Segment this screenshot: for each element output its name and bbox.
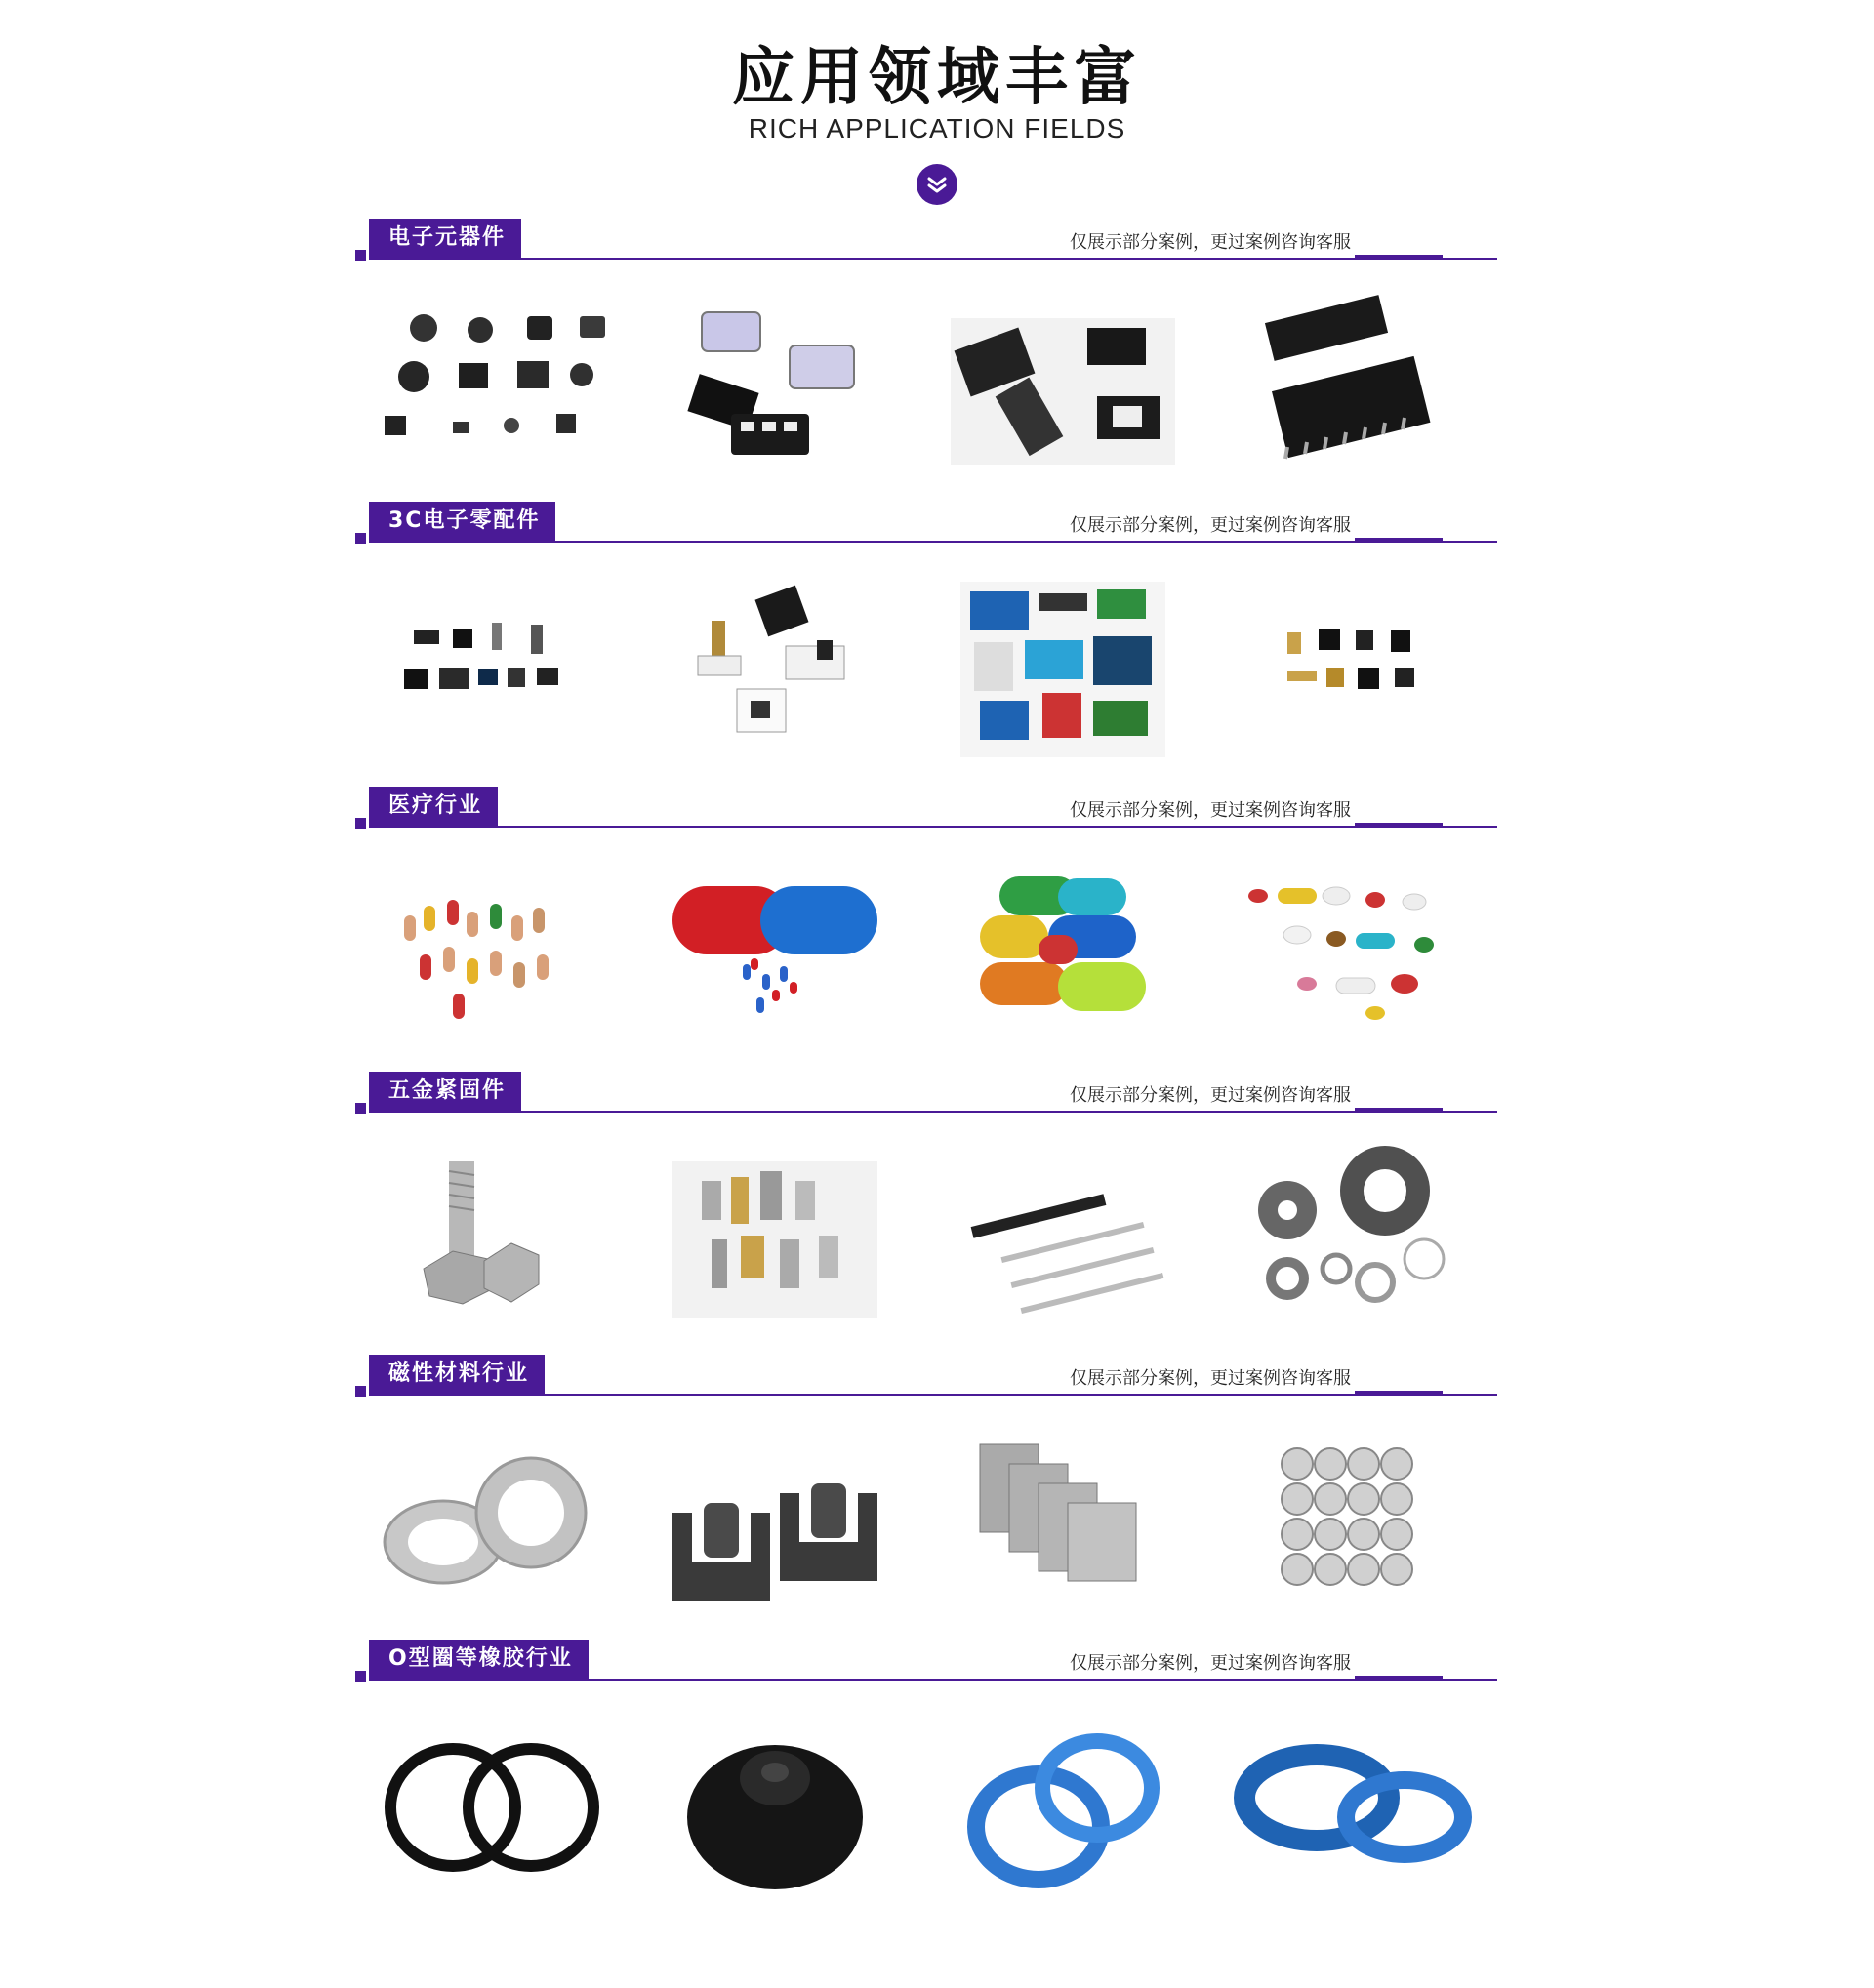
section-note: 仅展示部分案例，更过案例咨询客服 <box>1070 800 1351 821</box>
smd-inductor-icon <box>365 289 609 484</box>
section-title: 3C电子零配件 <box>369 502 555 541</box>
section-marker <box>355 1386 366 1397</box>
big-capsule-icon <box>653 857 897 1052</box>
connector-parts-icon <box>365 572 609 767</box>
section-note: 仅展示部分案例，更过案例咨询客服 <box>1070 1653 1351 1674</box>
section-note: 仅展示部分案例，更过案例咨询客服 <box>1070 515 1351 536</box>
section-divider <box>369 1111 1497 1113</box>
section-header <box>355 1355 1497 1398</box>
blue-seal-ring-icon <box>941 1710 1185 1905</box>
section-divider <box>369 258 1497 260</box>
page-subtitle: RICH APPLICATION FIELDS <box>748 113 1126 143</box>
section-electronic-components <box>355 219 1497 502</box>
section-header <box>355 1640 1497 1683</box>
section-magnetic-materials <box>355 1355 1497 1638</box>
section-marker <box>355 1671 366 1682</box>
section-marker <box>355 533 366 544</box>
blue-oil-seal-icon <box>1229 1710 1473 1905</box>
product-images <box>355 857 1497 1052</box>
chevron-down-icon[interactable] <box>917 164 957 205</box>
section-rubber-orings <box>355 1640 1497 1923</box>
section-title: 医疗行业 <box>369 787 498 826</box>
section-accent <box>1355 823 1443 828</box>
section-hardware-fasteners <box>355 1072 1497 1355</box>
ferrite-core-icon <box>653 1425 897 1620</box>
metal-parts-icon <box>653 1142 897 1337</box>
long-screws-icon <box>941 1142 1185 1337</box>
section-accent <box>1355 1676 1443 1681</box>
section-header <box>355 219 1497 262</box>
product-images <box>355 1142 1497 1337</box>
ic-package-icon <box>941 289 1185 484</box>
section-divider <box>369 541 1497 543</box>
section-accent <box>1355 538 1443 543</box>
section-note: 仅展示部分案例，更过案例咨询客服 <box>1070 1085 1351 1106</box>
audio-plug-icon <box>1229 572 1473 767</box>
product-images <box>355 1710 1497 1905</box>
pressure-sensor-icon <box>653 572 897 767</box>
color-capsules-icon <box>941 857 1185 1052</box>
product-images <box>355 572 1497 767</box>
rubber-cap-icon <box>653 1710 897 1905</box>
section-medical <box>355 787 1497 1070</box>
section-accent <box>1355 1108 1443 1113</box>
small-capsules-icon <box>365 857 609 1052</box>
section-marker <box>355 818 366 829</box>
washers-icon <box>1229 1142 1473 1337</box>
section-accent <box>1355 255 1443 260</box>
section-divider <box>369 826 1497 828</box>
crystal-oscillator-icon <box>653 289 897 484</box>
block-magnets-icon <box>941 1425 1185 1620</box>
soic-chip-icon <box>1229 289 1473 484</box>
page-title: 应用领域丰富 <box>732 42 1142 114</box>
ring-magnet-icon <box>365 1425 609 1620</box>
section-accent <box>1355 1391 1443 1396</box>
module-kit-icon <box>941 572 1185 767</box>
section-title: 电子元器件 <box>369 219 521 258</box>
section-3c-parts <box>355 502 1497 785</box>
o-rings-icon <box>365 1710 609 1905</box>
section-note: 仅展示部分案例，更过案例咨询客服 <box>1070 1368 1351 1389</box>
product-images <box>355 289 1497 484</box>
mixed-pills-icon <box>1229 857 1473 1052</box>
section-header <box>355 787 1497 830</box>
section-note: 仅展示部分案例，更过案例咨询客服 <box>1070 232 1351 253</box>
section-marker <box>355 1103 366 1114</box>
section-header <box>355 1072 1497 1115</box>
section-divider <box>369 1679 1497 1681</box>
product-images <box>355 1425 1497 1620</box>
disc-magnets-icon <box>1229 1425 1473 1620</box>
section-title: O型圈等橡胶行业 <box>369 1640 589 1679</box>
section-marker <box>355 250 366 261</box>
section-divider <box>369 1394 1497 1396</box>
section-title: 五金紧固件 <box>369 1072 521 1111</box>
section-title: 磁性材料行业 <box>369 1355 545 1394</box>
hex-bolt-icon <box>365 1142 609 1337</box>
section-header <box>355 502 1497 545</box>
